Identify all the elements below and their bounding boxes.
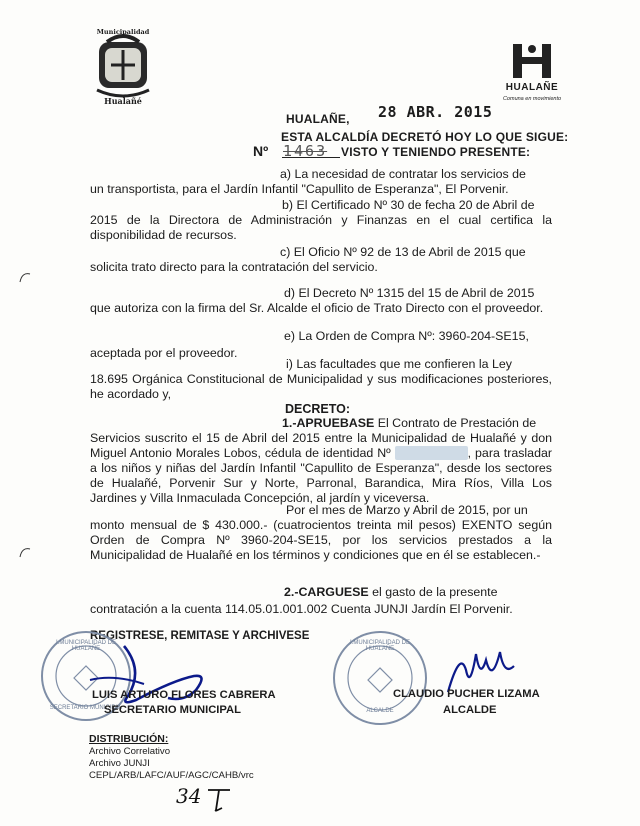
considerando-b: [90, 198, 552, 243]
scan-mark: [18, 270, 32, 284]
distribution-item-3: CEPL/ARB/LAFC/AUF/AGC/CAHB/vrc: [89, 770, 254, 781]
number-slash-line: [282, 157, 340, 158]
considerando-c: [90, 245, 552, 275]
redacted-id: [395, 446, 468, 460]
municipal-crest: [93, 28, 153, 108]
article-2-rest: contratación a la cuenta 114.05.01.001.002 Cuenta JUNJI Jardín El Porvenir.: [90, 602, 513, 616]
article-1: [90, 416, 552, 506]
considerando-c-first: c) El Oficio Nº 92 de 13 de Abril de 2015 que: [280, 245, 526, 259]
payment-first: Por el mes de Marzo y Abril de 2015, por un: [286, 503, 528, 517]
decree-number: 1463: [283, 142, 328, 160]
article-1-body2: , para trasladar a los niños y niñas del Jardín Infantil "Capullito de Esperanza", desde los sectores de Hualañé, Porvenir Sur y Norte, Parronal, Barandica, Mira Ríos, Villa Los Jardines y Villa Inmaculada Concepción, al jardín y viceversa.: [90, 446, 552, 505]
crest-text-top: Municipalidad: [96, 28, 150, 36]
considerando-d-rest: que autoriza con la firma del Sr. Alcalde el oficio de Trato Directo con el proveedor.: [90, 301, 544, 315]
right-seal-bottom-text: ALCALDE: [366, 708, 394, 714]
considerando-i-first: i) Las facultades que me confieren la Ley: [286, 357, 512, 371]
number-prefix: Nº: [253, 143, 269, 159]
considerando-i-rest: 18.695 Orgánica Constitucional de Municipalidad y sus modificaciones posteriores, he acordado y,: [90, 372, 552, 401]
right-signer-name: CLAUDIO PUCHER LIZAMA: [393, 688, 540, 700]
left-seal-bottom-text: SECRETARIO MUNICIPAL: [49, 705, 123, 711]
considerando-e-first: e) La Orden de Compra Nº: 3960-204-SE15,: [284, 329, 529, 343]
considerando-d: [90, 286, 552, 316]
article-2-label: 2.-CARGUESE: [284, 585, 369, 599]
article-2-first: el gasto de la presente: [368, 585, 498, 599]
considerando-i: [90, 357, 552, 402]
logo-name: HUALAÑE: [505, 82, 559, 93]
decree-intro: ESTA ALCALDÍA DECRETÓ HOY LO QUE SIGUE:: [281, 130, 569, 144]
considerando-e-rest: aceptada por el proveedor.: [90, 346, 238, 360]
visto-heading: VISTO Y TENIENDO PRESENTE:: [341, 145, 531, 159]
left-signer-name: LUIS ARTURO FLORES CABRERA: [92, 689, 276, 701]
right-seal-top-text: I.MUNICIPALIDAD DE HUALAÑE: [350, 640, 410, 652]
considerando-b-first: b) El Certificado Nº 30 de fecha 20 de Abril de: [282, 198, 535, 212]
scan-mark: [18, 545, 32, 559]
handwritten-mark: [204, 786, 234, 812]
considerando-d-first: d) El Decreto Nº 1315 del 15 de Abril de 2015: [284, 286, 535, 300]
considerando-a-rest: un transportista, para el Jardín Infantil "Capullito de Esperanza", El Porvenir.: [90, 182, 509, 196]
city-label: HUALAÑE,: [286, 112, 350, 126]
article-2: [90, 585, 552, 617]
decreto-title: DECRETO:: [285, 402, 351, 416]
payment-paragraph: [90, 503, 552, 563]
considerando-b-rest: 2015 de la Directora de Administración y Finanzas en el cual certifica la disponibilidad de recursos.: [90, 213, 552, 242]
distribution-item-1: Archivo Correlativo: [89, 746, 171, 757]
distribution-title: DISTRIBUCIÓN:: [89, 733, 169, 745]
crest-text-bottom: Hualañé: [104, 96, 142, 106]
article-1-body: Servicios suscrito el 15 de Abril del 2015 entre la Municipalidad de Hualañé y don Miguel Antonio Morales Lobos, cédula de identidad Nº: [90, 431, 552, 460]
handwritten-number: 34: [176, 784, 202, 808]
article-1-label: 1.-APRUEBASE: [282, 416, 375, 430]
considerando-c-rest: solicita trato directo para la contratación del servicio.: [90, 260, 378, 274]
article-1-first: El Contrato de Prestación de: [374, 416, 537, 430]
considerando-a: [90, 167, 552, 197]
left-seal-top-text: I.MUNICIPALIDAD DE HUALAÑE: [56, 640, 116, 652]
distribution-item-2: Archivo JUNJI: [89, 758, 150, 769]
decree-date: 28 ABR. 2015: [378, 103, 493, 121]
logo-tagline: Comuna en movimiento: [502, 96, 562, 102]
left-signer-title: SECRETARIO MUNICIPAL: [104, 704, 241, 716]
payment-rest: monto mensual de $ 430.000.- (cuatrocientos treinta mil pesos) EXENTO según Orden de Compra Nº 3960-204-SE15, por los servicios prestados a la Municipalidad de Hualañé en los términos y condiciones que en él se establecen.-: [90, 518, 552, 562]
considerando-a-first: a) La necesidad de contratar los servicios de: [280, 167, 526, 181]
hualane-logo: [497, 42, 567, 110]
closing-formula: REGISTRESE, REMITASE Y ARCHIVESE: [90, 630, 310, 642]
right-signer-title: ALCALDE: [443, 704, 497, 716]
